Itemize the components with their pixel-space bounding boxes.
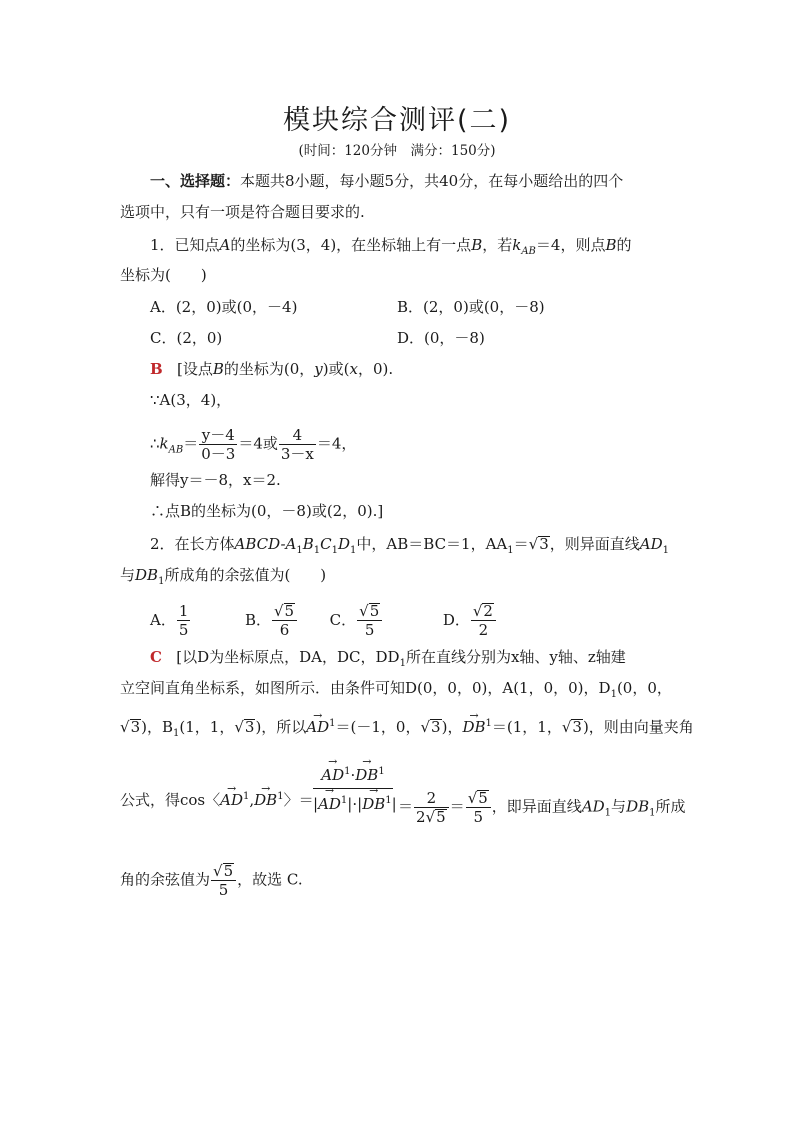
- q2-answer: C: [150, 648, 162, 666]
- q1-solution-line3: $\therefore k_{AB}=$ $\frac{y-4}{0-3}$ ＝4或 $\frac{4}{3-x}$ ＝4，: [150, 426, 357, 463]
- q2-option-b: B． $\frac{√5}{6}$: [245, 611, 298, 629]
- fraction: $\frac{y-4}{0-3}$: [201, 426, 236, 463]
- q2-solution-line2: 立空间直角坐标系，如图所示．由条件可知D(0，0，0)，A(1，0，0)，$D_1(0$，0，: [120, 679, 672, 700]
- q1-option-d: D．(0，－8): [397, 329, 485, 347]
- question-1-stem: 1．已知点A的坐标为(3，4)，在坐标轴上有一点B，若$k_{AB}=4$，则点B的: [150, 236, 632, 257]
- question-2-stem-line2: 与$DB_1$所成角的余弦值为( ): [120, 566, 327, 587]
- q2-solution-line4-right: ＝ $\frac{2}{2√5}$ ＝ $\frac{√5}{5}$ ，即异面直线$AD_1$与$DB_1$所成: [398, 789, 686, 826]
- q2-solution-line3: √3)，$B_1(1$，1，√3)，所以→ $AD^1=(-1$，0，√3)，→ $DB^1=(1$，1，√3)，则由向量夹角: [120, 716, 694, 738]
- q1-solution-line1: B [设点B的坐标为(0，y)或(x，0).: [150, 360, 394, 378]
- section-instructions: 一、选择题：本题共8小题，每小题5分，共40分，在每小题给出的四个: [150, 172, 624, 190]
- question-1-stem-line2: 坐标为( ): [120, 266, 207, 284]
- section-label: 一、选择题：: [150, 172, 241, 190]
- q2-option-a: A． $\frac{1}{5}$: [150, 602, 189, 639]
- q2-option-c: C． $\frac{√5}{5}$: [330, 611, 384, 629]
- q1-solution-line5: ∴点B的坐标为(0，－8)或(2，0).]: [150, 502, 384, 520]
- q1-solution-line2: ∵A(3，4)，: [150, 391, 232, 409]
- q2-solution-line4-left: 公式，得cos〈→ $AD^1,\to DB^1$〉＝: [120, 789, 314, 811]
- q1-option-a: A．(2，0)或(0，－4): [150, 298, 298, 316]
- exam-info: (时间：120分钟 满分：150分): [298, 143, 496, 159]
- q1-answer: B: [150, 360, 163, 378]
- q2-option-d: D． $\frac{√2}{2}$: [443, 611, 497, 629]
- q1-option-c: C．(2，0): [150, 329, 223, 347]
- q2-solution-line5: 角的余弦值为 $\frac{√5}{5}$ ，故选 C.: [120, 862, 303, 899]
- q1-option-b: B．(2，0)或(0，－8): [397, 298, 545, 316]
- q1-solution-line4: 解得y＝－8，x＝2.: [150, 471, 281, 489]
- page-title: 模块综合测评(二): [282, 105, 512, 136]
- question-2-stem: 2．在长方体ABCD-$A_1B_1C_1D_1$中，AB＝BC＝1，$AA_1=√3$，则异面直线$AD_1$: [150, 535, 670, 556]
- cosine-formula-fraction: → $AD^1\cdot\to DB^1$ |→ $AD^1|\cdot|\to DB^1|$: [313, 766, 393, 813]
- q2-options: [150, 602, 497, 639]
- q2-solution-line1: C [以D为坐标原点，DA，DC，$DD_1$所在直线分别为x轴、y轴、z轴建: [150, 648, 626, 669]
- section-instructions-line2: 选项中，只有一项是符合题目要求的.: [120, 203, 365, 221]
- fraction: $\frac{4}{3-x}$: [280, 426, 314, 463]
